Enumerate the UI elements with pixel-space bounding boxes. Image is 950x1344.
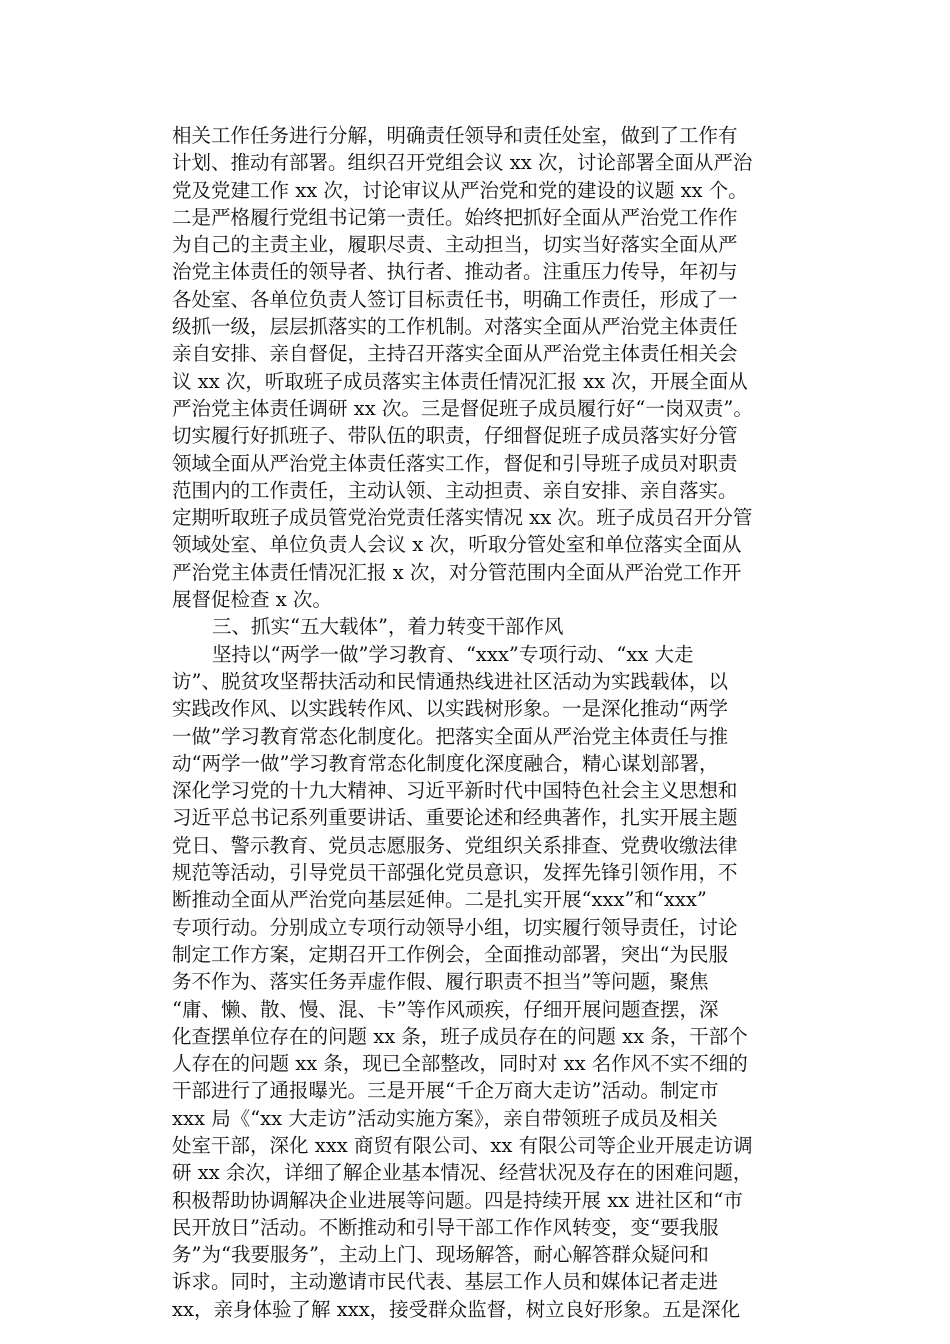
text-line: 各处室、各单位负责人签订目标责任书，明确工作责任，形成了一 <box>172 287 738 311</box>
paragraph-1 <box>172 122 812 613</box>
text-line: 民开放日”活动。不断推动和引导干部工作作风转变，变“要我服 <box>172 1215 719 1239</box>
text-line: 级抓一级，层层抓落实的工作机制。对落实全面从严治党主体责任 <box>172 315 738 339</box>
text-line: xx，亲身体验了解 xxx，接受群众监督，树立良好形象。五是深化 <box>172 1297 741 1321</box>
text-line: 议 xx 次，听取班子成员落实主体责任情况汇报 xx 次，开展全面从 <box>172 369 748 393</box>
text-line: 治党主体责任的领导者、执行者、推动者。注重压力传导，年初与 <box>172 260 738 284</box>
text-line: 务”为“我要服务”，主动上门、现场解答，耐心解答群众疑问和 <box>172 1243 709 1267</box>
text-line: 诉求。同时，主动邀请市民代表、基层工作人员和媒体记者走进 <box>172 1270 719 1294</box>
text-line: 断推动全面从严治党向基层延伸。二是扎实开展“xxx”和“xxx” <box>172 888 707 912</box>
text-line: 严治党主体责任调研 xx 次。三是督促班子成员履行好“一岗双责”。 <box>172 396 753 420</box>
text-line: 处室干部，深化 xxx 商贸有限公司、xx 有限公司等企业开展走访调 <box>172 1133 753 1157</box>
text-line: 领域处室、单位负责人会议 x 次，听取分管处室和单位落实全面从 <box>172 533 742 557</box>
text-line: 动“两学一做”学习教育常态化制度化深度融合，精心谋划部署， <box>172 751 719 775</box>
document-page <box>172 122 812 1323</box>
section-heading: 三、抓实“五大载体”，着力转变干部作风 <box>212 615 564 639</box>
text-line: 深化学习党的十九大精神、习近平新时代中国特色社会主义思想和 <box>172 779 738 803</box>
text-line: 一做”学习教育常态化制度化。把落实全面从严治党主体责任与推 <box>172 724 728 748</box>
text-line: 范围内的工作责任，主动认领、主动担责、亲自安排、亲自落实。 <box>172 478 738 502</box>
text-line: 党及党建工作 xx 次，讨论审议从严治党和党的建设的议题 xx 个。 <box>172 178 748 202</box>
text-line: 为自己的主责主业，履职尽责、主动担当，切实当好落实全面从严 <box>172 233 738 257</box>
text-line: 相关工作任务进行分解，明确责任领导和责任处室，做到了工作有 <box>172 124 738 147</box>
text-line: 严治党主体责任情况汇报 x 次，对分管范围内全面从严治党工作开 <box>172 560 742 584</box>
text-line: 访”、脱贫攻坚帮扶活动和民情通热线进社区活动为实践载体，以 <box>172 669 728 693</box>
text-line: 化查摆单位存在的问题 xx 条，班子成员存在的问题 xx 条，干部个 <box>172 1024 748 1048</box>
text-line: 规范等活动，引导党员干部强化党员意识，发挥先锋引领作用，不 <box>172 861 738 885</box>
text-line: 制定工作方案，定期召开工作例会，全面推动部署，突出“为民服 <box>172 942 728 966</box>
text-line: 专项行动。分别成立专项行动领导小组，切实履行领导责任，讨论 <box>172 915 738 939</box>
text-line: 研 xx 余次，详细了解企业基本情况、经营状况及存在的困难问题， <box>172 1161 753 1185</box>
text-line: 积极帮助协调解决企业进展等问题。四是持续开展 xx 进社区和“市 <box>172 1188 743 1212</box>
text-line: 干部进行了通报曝光。三是开展“千企万商大走访”活动。制定市 <box>172 1079 719 1103</box>
paragraph-2 <box>172 641 812 1323</box>
text-line: 定期听取班子成员管党治党责任落实情况 xx 次。班子成员召开分管 <box>172 506 753 530</box>
text-line: 坚持以“两学一做”学习教育、“xxx”专项行动、“xx 大走 <box>212 642 694 666</box>
text-line: 计划、推动有部署。组织召开党组会议 xx 次，讨论部署全面从严治 <box>172 151 753 175</box>
text-line: 展督促检查 x 次。 <box>172 588 332 612</box>
text-line: 习近平总书记系列重要讲话、重要论述和经典著作，扎实开展主题 <box>172 806 738 830</box>
text-line: 亲自安排、亲自督促，主持召开落实全面从严治党主体责任相关会 <box>172 342 738 366</box>
text-line: 切实履行好抓班子、带队伍的职责，仔细督促班子成员落实好分管 <box>172 424 738 448</box>
text-line: 党日、警示教育、党员志愿服务、党组织关系排查、党费收缴法律 <box>172 833 738 857</box>
text-line: 务不作为、落实任务弄虚作假、履行职责不担当”等问题，聚焦 <box>172 970 709 994</box>
text-line: 人存在的问题 xx 条，现已全部整改，同时对 xx 名作风不实不细的 <box>172 1052 748 1076</box>
text-line: xxx 局《“xx 大走访”活动实施方案》，亲自带领班子成员及相关 <box>172 1106 718 1130</box>
text-line: “庸、懒、散、慢、混、卡”等作风顽疾，仔细开展问题查摆，深 <box>172 997 719 1021</box>
text-line: 二是严格履行党组书记第一责任。始终把抓好全面从严治党工作作 <box>172 205 738 229</box>
text-line: 实践改作风、以实践转作风、以实践树形象。一是深化推动“两学 <box>172 697 728 721</box>
text-line: 领域全面从严治党主体责任落实工作，督促和引导班子成员对职责 <box>172 451 738 475</box>
